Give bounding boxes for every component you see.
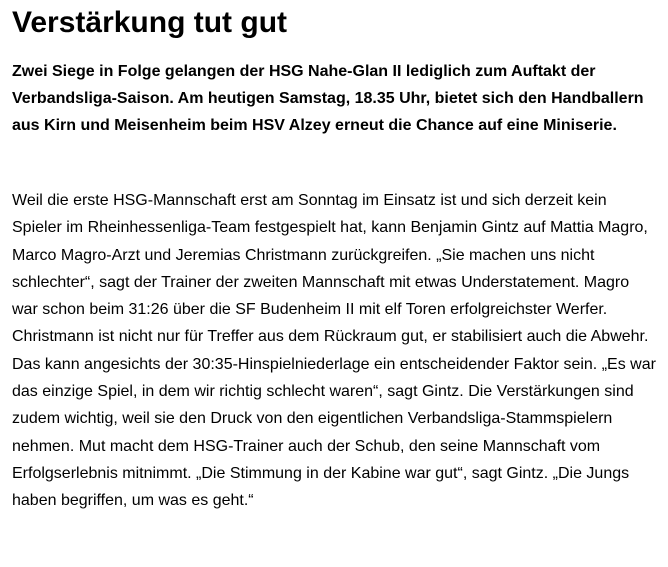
article-body: Weil die erste HSG-Mannschaft erst am Sonntag im Einsatz ist und sich derzeit kein Spieler im Rheinhessenliga-Team festgespielt hat, kann Benjamin Gintz auf Mattia Magro, Marco Magro-Arzt und Jeremias Christmann zurückgreifen. „Sie machen uns nicht schlechter“, sagt der Trainer der zweiten Mannschaft mit etwas Understatement. Magro war schon beim 31:26 über die SF Budenheim II mit elf Toren erfolgreichster Werfer. Christmann ist nicht nur für Treffer aus dem Rückraum gut, er stabilisiert auch die Abwehr. Das kann angesichts der 30:35-Hinspielniederlage ein entscheidender Faktor sein. „Es war das einzige Spiel, in dem wir richtig schlecht waren“, sagt Gintz. Die Verstärkungen sind zudem wichtig, weil sie den Druck von den eigentlichen Verbandsliga-Stammspielern nehmen. Mut macht dem HSG-Trainer auch der Schub, den seine Mannschaft vom Erfolgserlebnis mitnimmt. „Die Stimmung in der Kabine war gut“, sagt Gintz. „Die Jungs haben begriffen, um was es geht.“: [12, 192, 656, 510]
article-lead: Zwei Siege in Folge gelangen der HSG Nahe-Glan II lediglich zum Auftakt der Verbandsliga-Saison. Am heutigen Samstag, 18.35 Uhr, bietet sich den Handballern aus Kirn und Meisenheim beim HSV Alzey erneut die Chance auf eine Miniserie.: [12, 63, 644, 134]
article-headline: Verstärkung tut gut: [12, 6, 288, 39]
